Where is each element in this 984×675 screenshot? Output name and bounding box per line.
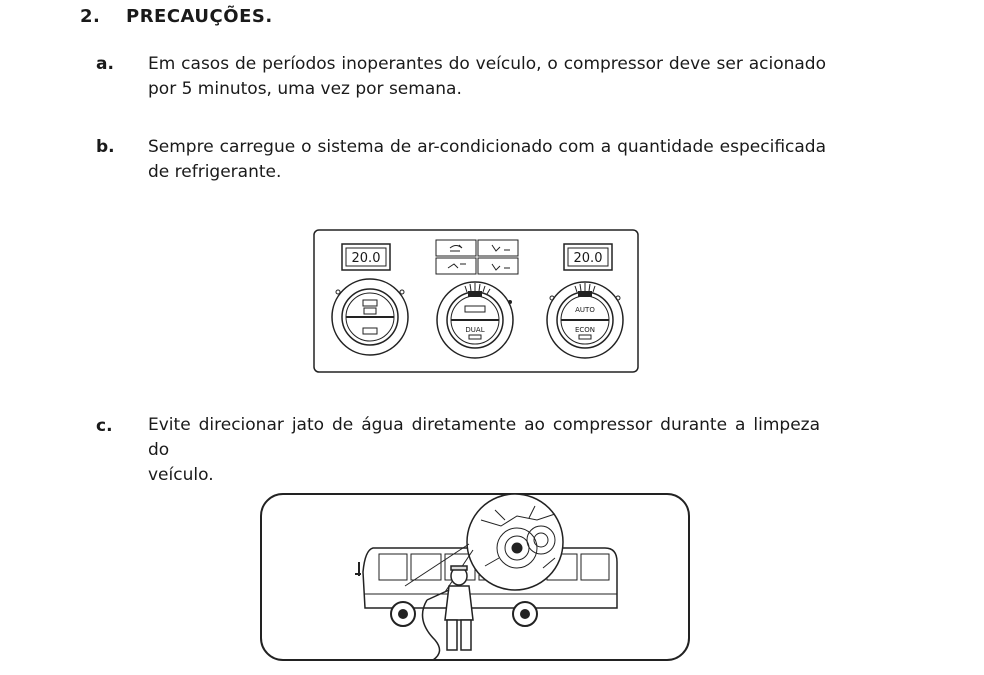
item-c-line-1: Evite direcionar jato de água diretamente ao compressor durante a limpeza do [148, 415, 820, 460]
left-temp-display: 20.0 [351, 251, 381, 266]
item-c-line-2: veículo. [148, 465, 214, 485]
item-c-letter: c. [96, 416, 113, 436]
auto-label: AUTO [575, 306, 595, 314]
right-temp-display: 20.0 [573, 251, 603, 266]
section-number: 2. [80, 6, 101, 27]
econ-label: ECON [574, 326, 596, 334]
dual-label: DUAL [465, 326, 485, 334]
bus-washing-illustration [255, 490, 695, 668]
item-a-letter: a. [96, 54, 114, 74]
item-b-text [148, 135, 826, 185]
item-a-line-1: Em casos de períodos inoperantes do veículo, o compressor deve ser acionado [148, 54, 826, 74]
item-a-text [148, 52, 826, 102]
section-title: PRECAUÇÕES. [126, 6, 273, 27]
item-b-line-1: Sempre carregue o sistema de ar-condicionado com a quantidade especificada [148, 137, 826, 157]
item-c-text [148, 413, 820, 488]
item-b-letter: b. [96, 137, 115, 157]
item-b-line-2: de refrigerante. [148, 162, 282, 182]
item-a-line-2: por 5 minutos, uma vez por semana. [148, 79, 462, 99]
ac-control-panel-illustration [300, 220, 650, 380]
